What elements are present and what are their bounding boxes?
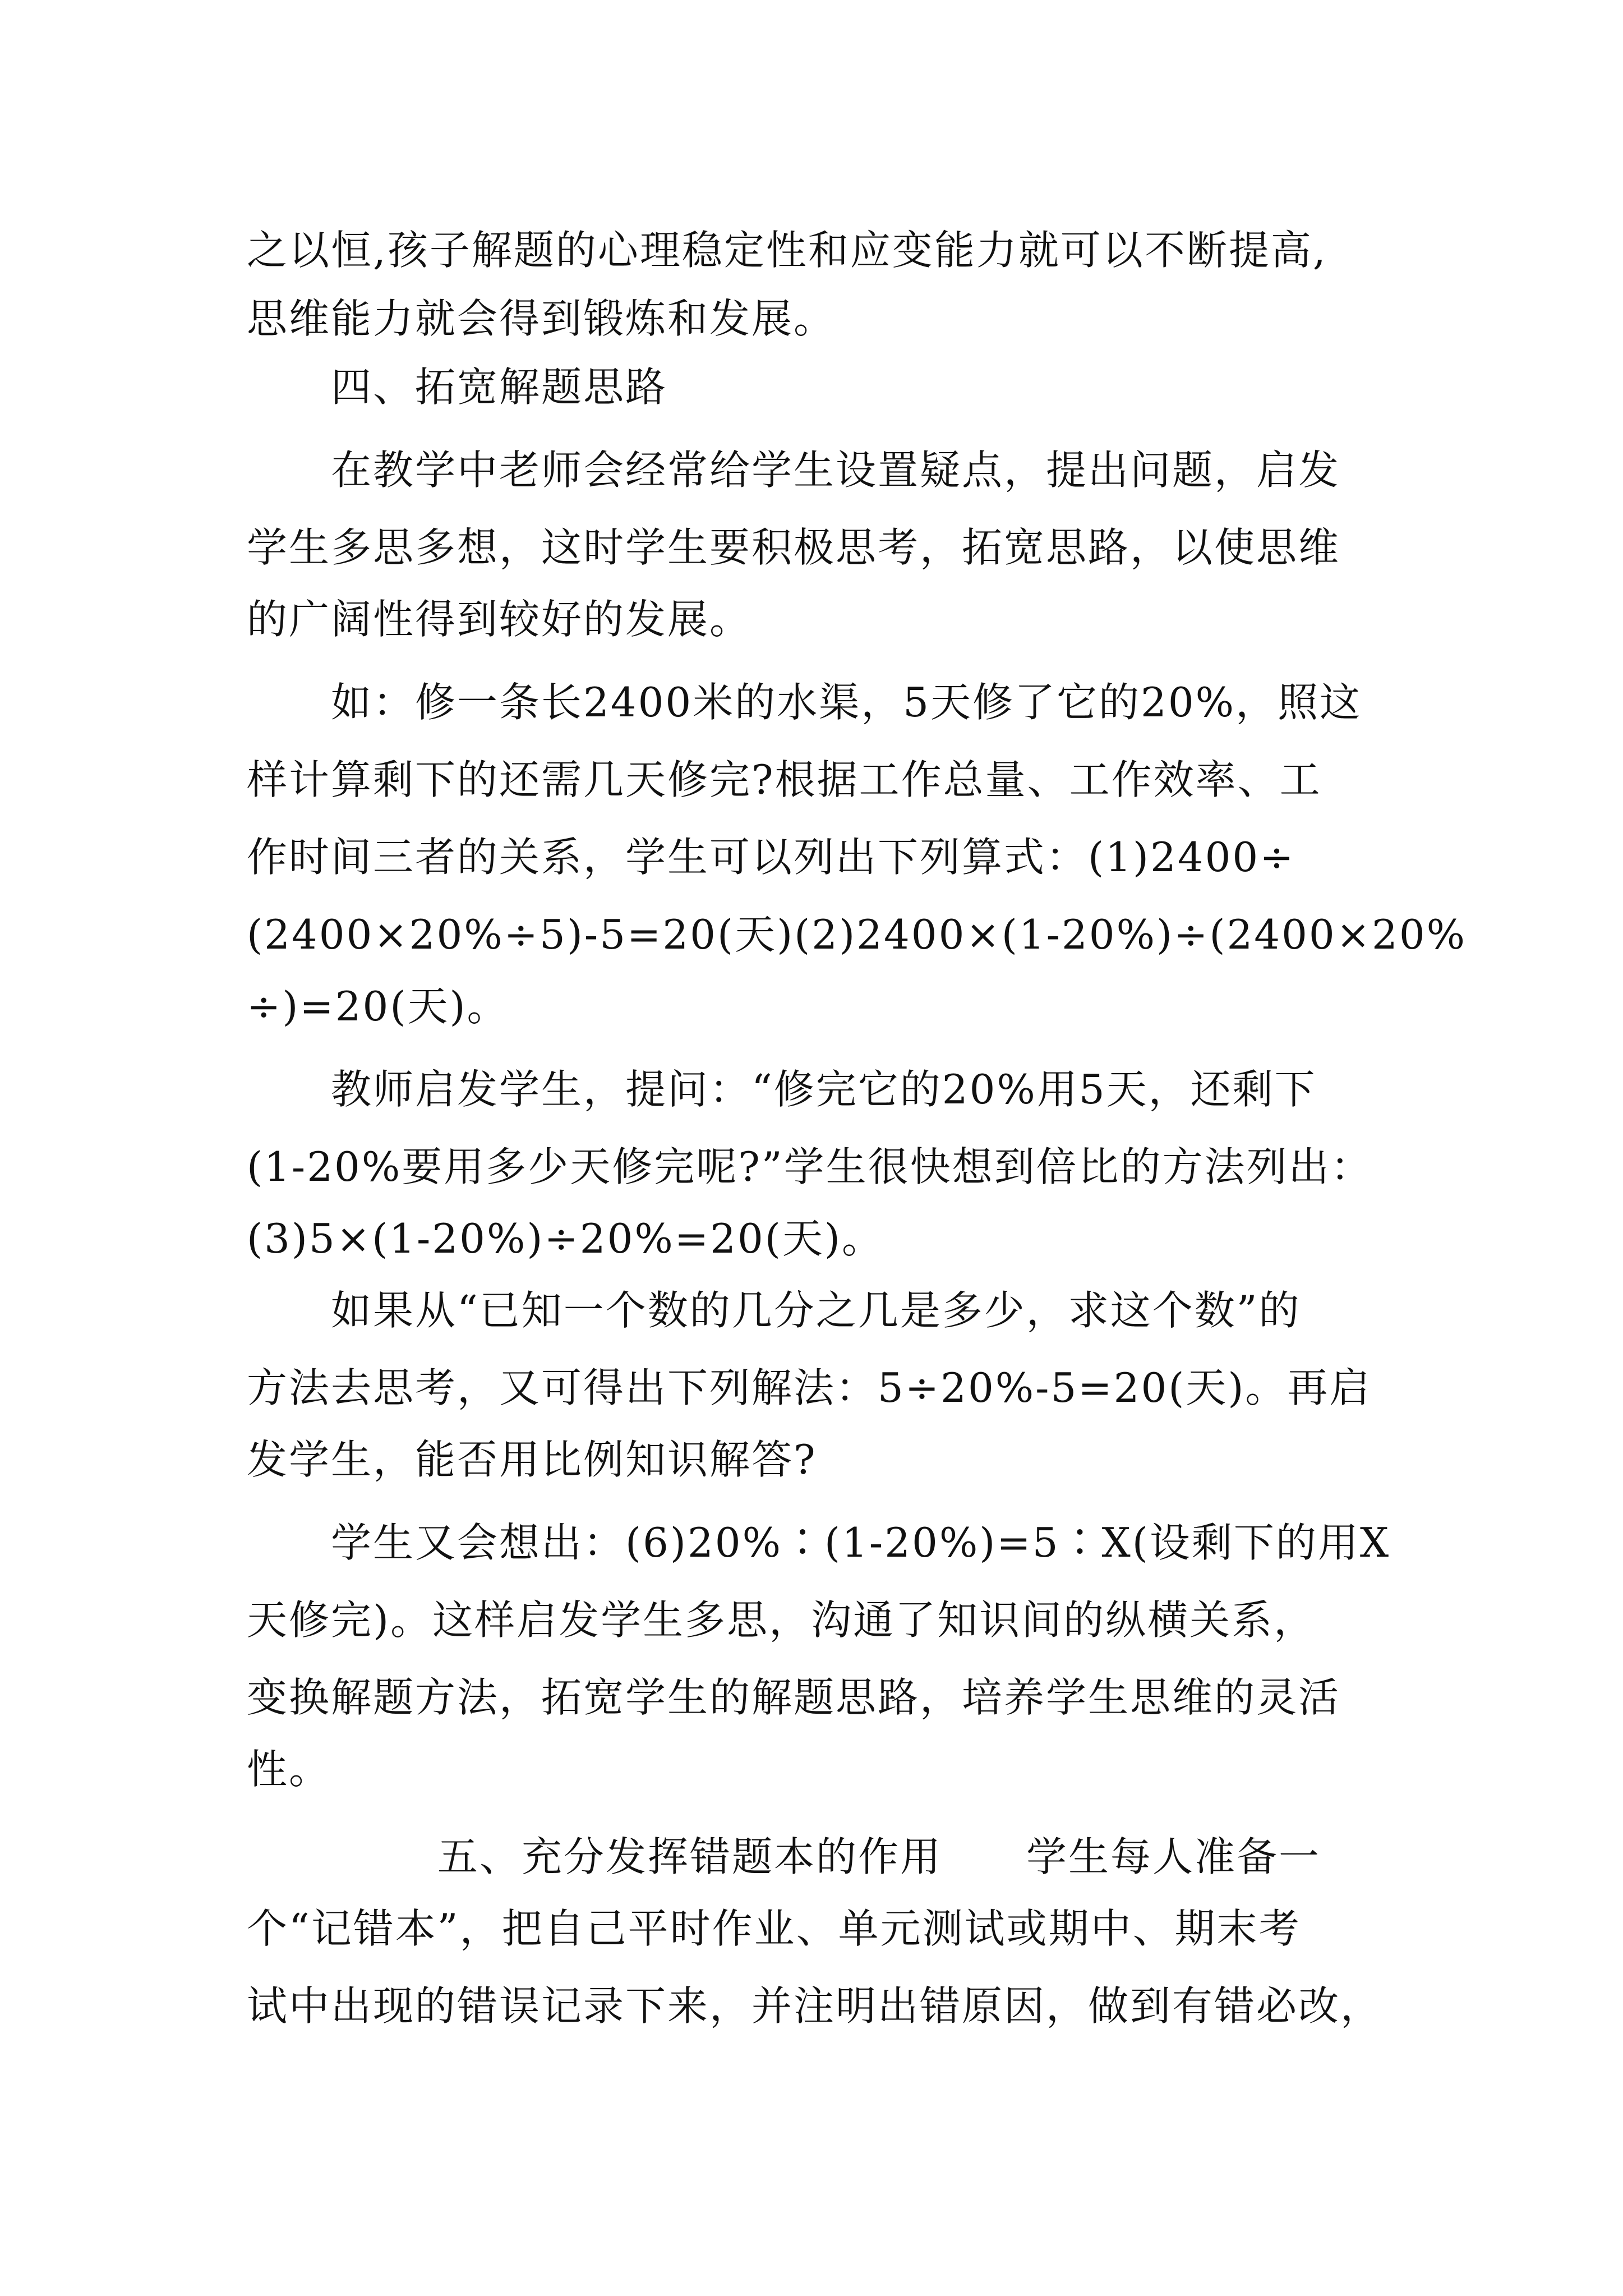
text-line: 在教学中老师会经常给学生设置疑点，提出问题，启发 [331, 447, 1341, 494]
text-line: 学生又会想出：(6)20%∶(1-20%)=5∶X(设剩下的用X [331, 1519, 1391, 1566]
text-line: 样计算剩下的还需几天修完?根据工作总量、工作效率、工 [247, 756, 1322, 803]
text-line: 如：修一条长2400米的水渠，5天修了它的20%，照这 [331, 679, 1362, 726]
text-line: 学生多思多想，这时学生要积极思考，拓宽思路，以使思维 [247, 524, 1341, 571]
text-line: 教师启发学生，提问：“修完它的20%用5天，还剩下 [331, 1066, 1317, 1113]
text-line: (2400×20%÷5)-5=20(天)(2)2400×(1-20%)÷(2400×20% [247, 911, 1467, 958]
text-line: ÷)=20(天)。 [247, 983, 509, 1030]
text-line: 个“记错本”，把自己平时作业、单元测试或期中、期末考 [247, 1905, 1301, 1952]
text-line: 变换解题方法，拓宽学生的解题思路，培养学生思维的灵活 [247, 1674, 1341, 1721]
text-line: 试中出现的错误记录下来，并注明出错原因，做到有错必改， [247, 1982, 1383, 2030]
text-line: 天修完)。这样启发学生多思，沟通了知识间的纵横关系， [247, 1596, 1316, 1644]
text-line: 之以恒,孩子解题的心理稳定性和应变能力就可以不断提高, [247, 227, 1327, 274]
text-line: 的广阔性得到较好的发展。 [247, 596, 752, 643]
text-line: 如果从“已知一个数的几分之几是多少，求这个数”的 [331, 1287, 1301, 1334]
section-heading: 五、充分发挥错题本的作用 学生每人准备一 [437, 1833, 1321, 1880]
text-line: 方法去思考，又可得出下列解法：5÷20%-5=20(天)。再启 [247, 1364, 1372, 1411]
text-line: 作时间三者的关系，学生可以列出下列算式：(1)2400÷ [247, 834, 1295, 881]
text-line: (3)5×(1-20%)÷20%=20(天)。 [247, 1215, 884, 1262]
text-line: 思维能力就会得到锻炼和发展。 [247, 295, 836, 342]
text-line: 性。 [247, 1746, 331, 1793]
text-line: (1-20%要用多少天修完呢?”学生很快想到倍比的方法列出： [247, 1143, 1373, 1190]
text-line: 发学生，能否用比例知识解答? [247, 1436, 817, 1483]
section-heading: 四、拓宽解题思路 [331, 364, 668, 411]
